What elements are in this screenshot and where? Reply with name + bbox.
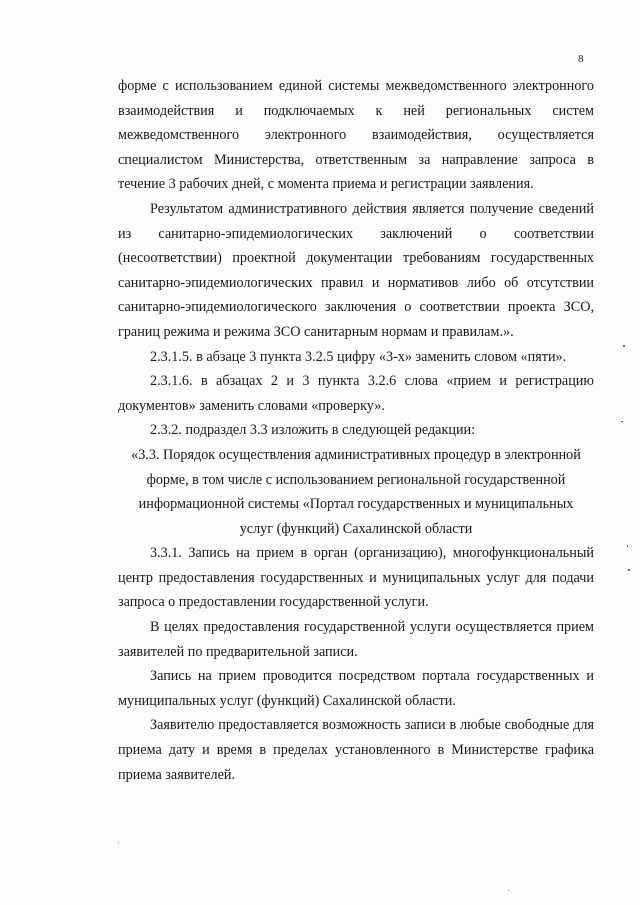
scan-speck	[118, 842, 119, 843]
paragraph-item-2-3-1-5: 2.3.1.5. в абзаце 3 пункта 3.2.5 цифру «3-х» заменить словом «пяти».	[150, 348, 567, 365]
paragraph-item-2-3-1-6: 2.3.1.6. в абзацах 2 и 3 пункта 3.2.6 слова «прием и регистрацию документов» заменить словами «проверку».	[118, 373, 594, 414]
section-heading-line: информационной системы «Портал государственных и муниципальных	[138, 496, 574, 513]
paragraph-portal-record: Запись на прием проводится посредством портала государственных и муниципальных услуг (функций) Сахалинской области.	[118, 668, 594, 709]
paragraph-applicant-option: Заявителю предоставляется возможность записи в любые свободные для приема дату и время в пределах установленного в Министерстве графика приема заявителей.	[118, 717, 594, 783]
section-heading-line: форме, в том числе с использованием региональной государственной	[146, 471, 566, 488]
page-number: 8	[578, 53, 584, 65]
document-body	[118, 74, 594, 787]
scan-speck	[623, 345, 625, 347]
section-heading	[118, 443, 594, 541]
scan-speck	[508, 890, 509, 891]
paragraph-item-2-3-2: 2.3.2. подраздел 3.3 изложить в следующей редакции:	[150, 422, 476, 439]
scan-speck	[621, 421, 623, 422]
scan-speck	[628, 569, 630, 571]
section-heading-line: «3.3. Порядок осуществления административных процедур в электронной	[131, 446, 581, 463]
paragraph-result: Результатом административного действия является получение сведений из санитарно-эпидемиологических заключений о соответствии (несоответствии) проектной документации требованиям государственных санитарно-эпидемиологических правил и нормативов либо об отсутствии санитарно-эпидемиологического заключения о соответствии проекта ЗСО, границ режима и режима ЗСО санитарным нормам и правилам.».	[118, 200, 594, 340]
paragraph-preliminary-record: В целях предоставления государственной услуги осуществляется прием заявителей по предварительной записи.	[118, 619, 594, 660]
scan-speck	[627, 545, 628, 547]
section-heading-line: услуг (функций) Сахалинской области	[239, 520, 473, 537]
paragraph-continuation: форме с использованием единой системы межведомственного электронного взаимодействия и подключаемых к ней региональных систем межведомственного электронного взаимодействия, осуществляется специалистом Министерства, ответственным за направление запроса в течение 3 рабочих дней, с момента приема и регистрации заявления.	[118, 78, 594, 193]
paragraph-3-3-1: 3.3.1. Запись на прием в орган (организацию), многофункциональный центр предоставления государственных и муниципальных услуг для подачи запроса о предоставлении государственной услуги.	[118, 545, 594, 611]
